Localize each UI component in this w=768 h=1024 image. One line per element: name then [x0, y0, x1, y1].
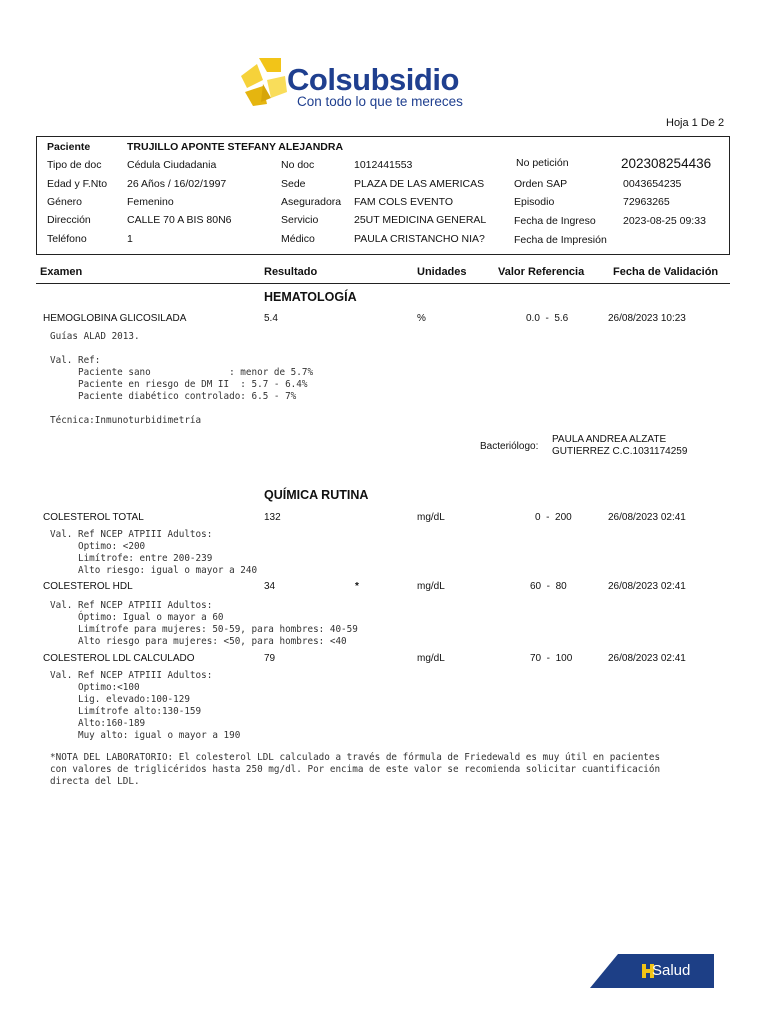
test-result: 79	[264, 653, 276, 664]
test-name: COLESTEROL HDL	[43, 581, 133, 592]
test-validation-date: 26/08/2023 10:23	[608, 313, 686, 324]
test-reference: 0.0 - 5.6	[526, 313, 569, 324]
test-units: mg/dL	[417, 512, 445, 523]
test-notes: Val. Ref NCEP ATPIII Adultos: Optimo:<100 Lig. elevado:100-129 Limítrofe alto:130-159 Alto:160-189 Muy alto: igual o mayor a 190	[50, 670, 241, 741]
test-units: mg/dL	[417, 581, 445, 592]
test-notes: Val. Ref NCEP ATPIII Adultos: Óptimo: Igual o mayor a 60 Limítrofe para mujeres: 50-59, para hombres: 40-59 Alto riesgo para mujeres: <50, para hombres: <40	[50, 600, 358, 647]
address-value: CALLE 70 A BIS 80N6	[127, 214, 232, 226]
doctor-label: Médico	[281, 233, 315, 245]
insurer-label: Aseguradora	[281, 196, 342, 208]
abnormal-flag: *	[355, 581, 359, 592]
doc-number-value: 1012441553	[354, 159, 413, 171]
phone-value: 1	[127, 233, 133, 245]
logo-tagline: Con todo lo que te mereces	[297, 94, 463, 109]
request-number-label: No petición	[516, 157, 569, 169]
bacteriologist-label: Bacteriólogo:	[480, 441, 539, 452]
col-exam-header: Examen	[40, 266, 83, 278]
logo-name: Colsubsidio	[287, 62, 459, 97]
test-result: 34	[264, 581, 276, 592]
test-reference: 60 - 80	[530, 581, 567, 592]
test-result: 132	[264, 512, 281, 523]
patient-label: Paciente	[47, 141, 91, 153]
test-name: COLESTEROL LDL CALCULADO	[43, 653, 195, 664]
doc-type-label: Tipo de doc	[47, 159, 102, 171]
test-result: 5.4	[264, 313, 278, 324]
test-reference: 0 - 200	[535, 512, 572, 523]
test-units: mg/dL	[417, 653, 445, 664]
test-reference: 70 - 100	[530, 653, 573, 664]
footer-brand-text: Salud	[652, 962, 691, 979]
page-counter: Hoja 1 De 2	[666, 117, 725, 129]
admission-date-value: 2023-08-25 09:33	[623, 215, 706, 227]
site-value: PLAZA DE LAS AMERICAS	[354, 178, 485, 190]
test-name: COLESTEROL TOTAL	[43, 512, 144, 523]
age-value: 26 Años / 16/02/1997	[127, 178, 227, 190]
insurer-value: FAM COLS EVENTO	[354, 196, 453, 208]
print-date-label: Fecha de Impresión	[514, 234, 607, 246]
address-label: Dirección	[47, 214, 91, 226]
hematologia-notes: Guías ALAD 2013. Val. Ref: Paciente sano : menor de 5.7% Paciente en riesgo de DM II : 5.7 - 6.4% Paciente diabético controlado: 6.5 - 7% Técnica:Inmunoturbidimetría	[50, 331, 314, 426]
col-units-header: Unidades	[417, 266, 467, 278]
test-notes: Val. Ref NCEP ATPIII Adultos: Optimo: <200 Limítrofe: entre 200-239 Alto riesgo: igual o mayor a 240	[50, 529, 258, 576]
test-validation-date: 26/08/2023 02:41	[608, 581, 686, 592]
doc-type-value: Cédula Ciudadania	[127, 159, 217, 171]
test-units: %	[417, 313, 426, 324]
service-label: Servicio	[281, 214, 319, 226]
laboratory-note: *NOTA DEL LABORATORIO: El colesterol LDL calculado a través de fórmula de Friedewald es muy útil en pacientes con valores de triglicéridos hasta 250 mg/dl. Por encima de este valor se recomienda solicitar cuantificación directa del LDL.	[50, 752, 661, 787]
site-label: Sede	[281, 178, 306, 190]
admission-date-label: Fecha de Ingreso	[514, 215, 596, 227]
test-name: HEMOGLOBINA GLICOSILADA	[43, 313, 187, 324]
col-result-header: Resultado	[264, 266, 318, 278]
doctor-value: PAULA CRISTANCHO NIA?	[354, 233, 485, 245]
col-ref-header: Valor Referencia	[498, 266, 585, 278]
service-value: 25UT MEDICINA GENERAL	[354, 214, 487, 226]
episode-value: 72963265	[623, 196, 670, 208]
col-date-header: Fecha de Validación	[613, 266, 719, 278]
logo-mark	[241, 58, 287, 106]
sap-order-label: Orden SAP	[514, 178, 568, 190]
gender-label: Género	[47, 196, 83, 208]
section-title-quimica: QUÍMICA RUTINA	[264, 488, 369, 502]
sap-order-value: 0043654235	[623, 178, 682, 190]
test-validation-date: 26/08/2023 02:41	[608, 653, 686, 664]
request-number-value: 202308254436	[621, 156, 712, 171]
test-validation-date: 26/08/2023 02:41	[608, 512, 686, 523]
doc-number-label: No doc	[281, 159, 315, 171]
episode-label: Episodio	[514, 196, 555, 208]
header-divider	[36, 283, 730, 284]
phone-label: Teléfono	[47, 233, 87, 245]
age-label: Edad y F.Nto	[47, 178, 108, 190]
bacteriologist-id: GUTIERREZ C.C.1031174259	[552, 446, 688, 457]
bacteriologist-name: PAULA ANDREA ALZATE	[552, 434, 667, 445]
gender-value: Femenino	[127, 196, 174, 208]
patient-name: TRUJILLO APONTE STEFANY ALEJANDRA	[127, 141, 344, 153]
section-title-hematologia: HEMATOLOGÍA	[264, 290, 357, 304]
